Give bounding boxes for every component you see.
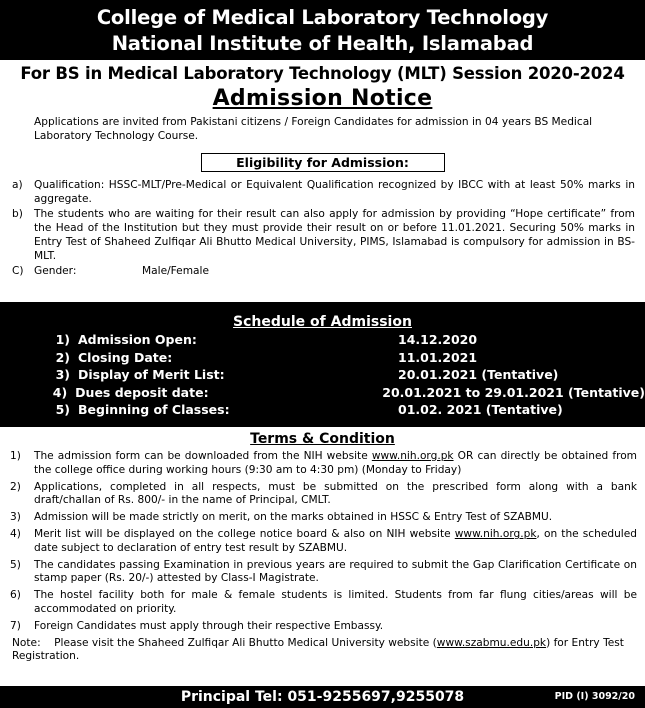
schedule-label: Closing Date: [78,349,173,365]
intro-paragraph: Applications are invited from Pakistani citizens / Foreign Candidates for admission in 04 years BS Medical Laboratory Technology Course. [34,116,593,142]
note-text-before: Please visit the Shaheed Zulfiqar Ali Bhutto Medical University website ( [54,636,437,649]
schedule-heading: Schedule of Admission [233,314,412,330]
eligibility-list [0,178,645,278]
schedule-row [0,384,645,402]
schedule-num: 2) [55,349,70,365]
term-item [10,481,637,508]
schedule-value: 20.01.2021 to 29.01.2021 (Tentative) [382,384,645,400]
term-num: 7) [10,619,21,632]
note-label: Note: [12,636,41,649]
schedule-num: 5) [55,402,70,418]
term-num: 6) [10,589,21,602]
gender-text [34,264,635,278]
item-marker: C) [12,265,24,277]
schedule-num: 1) [55,332,70,347]
term-text: The hostel facility both for male & female students is limited. Students from far flung cities/areas will be accommodated on priority. [34,589,637,615]
term-text [34,450,637,477]
term-item [10,511,637,525]
schedule-row [0,401,645,419]
item-text: The students who are waiting for their result can also apply for admission by providing “Hope certificate” from the Head of the Institution but they must provide their result on or before 11.01.2021. Securing 50% marks in Entry Test of Shaheed Zulfiqar Ali Bhutto Medical University, PIMS, Islamabad is compulsory for admission in BS-MLT. [34,208,635,262]
eligibility-item [12,207,635,263]
gender-value: Male/Female [142,265,209,277]
term-num: 2) [10,480,21,493]
schedule-value: 20.01.2021 (Tentative) [398,367,559,383]
term-num: 5) [10,558,21,571]
term-num: 1) [10,450,21,462]
note-text-after: ) for Entry Test Registration. [12,636,624,663]
gender-label: Gender: [34,265,77,277]
terms-list [0,450,645,633]
gender-item [12,264,635,278]
item-marker: b) [12,208,23,220]
item-marker: a) [12,179,23,191]
schedule-num: 3) [55,367,70,383]
term-text: Foreign Candidates must apply through their respective Embassy. [34,619,384,632]
eligibility-item [12,178,635,206]
schedule-label: Beginning of Classes: [78,402,230,418]
schedule-label: Display of Merit List: [78,367,225,383]
terms-section [0,430,645,664]
term-item [10,589,637,616]
term-text-before: Merit list will be displayed on the college notice board & also on NIH website [34,528,455,541]
term-item [10,620,637,634]
item-text: Qualification: HSSC-MLT/Pre-Medical or Equivalent Qualification recognized by IBCC with at least 50% marks in aggregate. [34,179,635,205]
schedule-value: 01.02. 2021 (Tentative) [398,402,563,418]
schedule-label: Admission Open: [78,332,197,347]
institute-name: National Institute of Health, Islamabad [111,32,534,55]
schedule-row [0,331,645,349]
term-text-after: OR can directly be obtained from the college office during working hours (9:30 am to 4:30 pm) (Monday to Friday) [34,450,637,476]
schedule-label: Dues deposit date: [75,384,209,400]
terms-heading: Terms & Condition [250,431,395,447]
term-text-before: The admission form can be downloaded from the NIH website [34,450,372,462]
term-text: Admission will be made strictly on merit, on the marks obtained in HSSC & Entry Test of SZABMU. [34,511,553,524]
nih-website-link[interactable]: www.nih.org.pk [454,528,537,541]
header-banner [0,0,645,60]
session-heading: For BS in Medical Laboratory Technology (MLT) Session 2020-2024 [20,64,625,83]
schedule-num: 4) [52,384,68,400]
term-item [10,450,637,477]
principal-telephone: Principal Tel: 051-9255697,9255078 [180,689,465,705]
nih-website-link[interactable]: www.nih.org.pk [371,450,454,462]
szabmu-website-link[interactable]: www.szabmu.edu.pk [436,636,547,649]
schedule-row [0,366,645,384]
term-num: 3) [10,511,21,524]
term-text: Applications, completed in all respects, must be submitted on the prescribed form along with a bank draft/challan of Rs. 800/- in the name of Principal, CMLT. [34,480,637,507]
term-item [10,528,637,555]
footer-banner [0,686,645,708]
schedule-value: 14.12.2020 [398,332,478,347]
pid-number: PID (I) 3092/20 [554,691,635,702]
term-text [34,528,637,555]
eligibility-heading: Eligibility for Admission: [201,153,445,172]
schedule-row [0,349,645,367]
term-item [10,559,637,586]
term-text: The candidates passing Examination in previous years are required to submit the Gap Clarification Certificate on stamp paper (Rs. 20/-) attested by Class-I Magistrate. [34,558,637,585]
schedule-section [0,302,645,427]
notice-title: Admission Notice [212,86,433,111]
college-name: College of Medical Laboratory Technology [96,6,549,29]
schedule-value: 11.01.2021 [398,349,478,365]
term-num: 4) [10,528,21,541]
term-text-after: , on the scheduled date subject to declaration of entry test result by SZABMU. [34,528,637,554]
note-paragraph [0,637,645,664]
